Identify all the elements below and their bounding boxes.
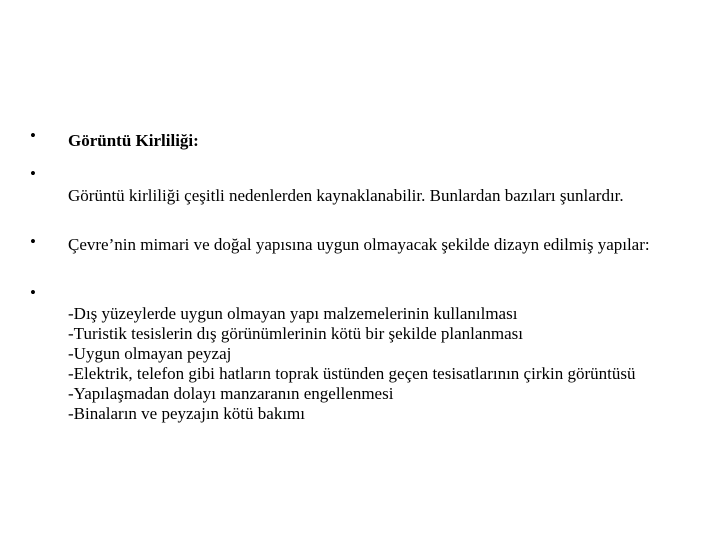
bullet-item-intro [30, 164, 670, 232]
structures-text: Çevre’nin mimari ve doğal yapısına uygun olmayacak şekilde dizayn edilmiş yapılar: [68, 235, 650, 254]
cause-line: -Dış yüzeylerde uygun olmayan yapı malzemelerinin kullanılması [68, 304, 518, 323]
intro-text: Görüntü kirliliği çeşitli nedenlerden kaynaklanabilir. Bunlardan bazıları şunlardır. [68, 186, 624, 205]
bullet-item-structures [30, 232, 670, 283]
cause-line: -Elektrik, telefon gibi hatların toprak üstünden geçen tesisatlarının çirkin görüntüsü [68, 364, 636, 383]
cause-line: -Binaların ve peyzajın kötü bakımı [68, 404, 305, 423]
bullet-item-heading [30, 126, 670, 164]
cause-line: -Yapılaşmadan dolayı manzaranın engellenmesi [68, 384, 394, 403]
heading-text: Görüntü Kirliliği: [68, 131, 199, 150]
cause-line: -Turistik tesislerin dış görünümlerinin kötü bir şekilde planlanması [68, 324, 524, 343]
bullet-icon: • [30, 283, 36, 302]
bullet-item-causes [30, 283, 670, 453]
bullet-list [30, 126, 670, 453]
causes-lines [68, 304, 670, 424]
bullet-icon: • [30, 126, 36, 145]
cause-line: -Uygun olmayan peyzaj [68, 344, 232, 363]
bullet-icon: • [30, 232, 36, 251]
bullet-icon: • [30, 164, 36, 183]
